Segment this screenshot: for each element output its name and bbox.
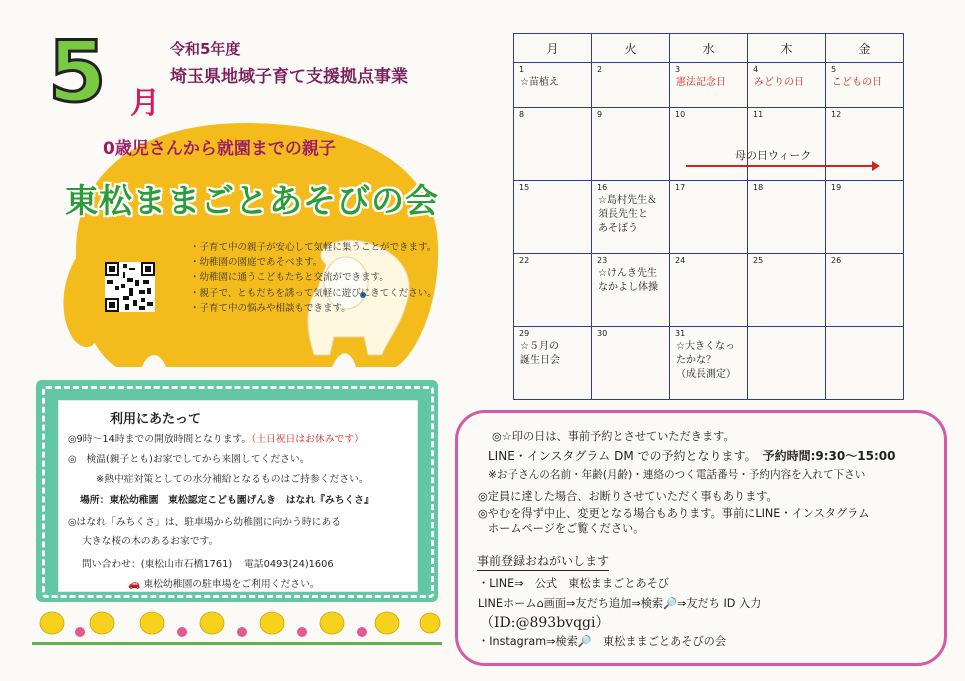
calendar-week-row — [514, 108, 904, 181]
day-number: 5 — [831, 65, 837, 74]
day-event — [514, 192, 591, 194]
usage-contact-address: 問い合わせ：(東松山市石橋1761) — [82, 559, 233, 570]
day-number: 1 — [519, 65, 525, 74]
calendar-day-cell — [514, 63, 592, 108]
qr-code[interactable] — [105, 262, 155, 312]
usage-place: 場所：東松幼稚園 東松認定こども園げんき はなれ『みちくさ』 — [80, 495, 374, 506]
calendar-day-cell — [670, 63, 748, 108]
calendar-day-cell — [748, 181, 826, 254]
day-number: 18 — [753, 183, 764, 192]
day-event — [826, 265, 903, 267]
calendar-day-cell — [514, 327, 592, 400]
registration-title: 事前登録おねがいします — [477, 552, 609, 571]
calendar-day-cell — [592, 254, 670, 327]
calendar-week-row — [514, 63, 904, 108]
day-event — [592, 338, 669, 340]
day-event — [592, 74, 669, 76]
calendar-day-cell — [748, 108, 826, 181]
calendar-day-cell — [826, 181, 904, 254]
mothers-day-week-arrow-line — [686, 165, 876, 167]
day-event: こどもの日 — [832, 77, 882, 88]
calendar-day-cell — [592, 327, 670, 400]
usage-contact-phone: 電話0493(24)1606 — [244, 559, 334, 570]
usage-hours: ◎9時～14時までの開放時間となります。（土日祝日はお休みです） — [68, 434, 364, 445]
list-item: ・幼稚園に通うこどもたちと交流ができます。 — [190, 272, 389, 284]
calendar-day-cell — [748, 63, 826, 108]
day-event — [826, 119, 903, 121]
day-number: 12 — [831, 110, 842, 119]
day-event — [592, 119, 669, 121]
weekday-header: 水 — [670, 34, 748, 63]
fiscal-year: 令和5年度 — [170, 40, 241, 58]
mothers-day-week-label: 母の日ウィーク — [735, 149, 812, 162]
calendar-day-cell — [514, 181, 592, 254]
day-number: 30 — [597, 329, 608, 338]
calendar-day-cell — [514, 108, 592, 181]
day-number: 11 — [753, 110, 764, 119]
reservation-line-1: ◎☆印の日は、事前予約とさせていただきます。 — [492, 430, 735, 443]
weekday-header: 木 — [748, 34, 826, 63]
calendar-day-cell — [670, 327, 748, 400]
day-number: 3 — [675, 65, 681, 74]
program-name: 埼玉県地域子育て支援拠点事業 — [170, 67, 408, 87]
reservation-line-6: ホームページをご覧ください。 — [488, 522, 645, 535]
reservation-line-3: ※お子さんの名前・年齢(月齢)・連絡のつく電話番号・予約内容を入れて下さい — [488, 469, 866, 481]
calendar-day-cell — [826, 108, 904, 181]
day-event — [748, 329, 825, 331]
calendar-day-cell — [826, 63, 904, 108]
usage-hanare-1: ◎はなれ「みちくさ」は、駐車場から幼稚園に向かう時にある — [68, 517, 342, 528]
target-audience: 0歳児さんから就園までの親子 — [103, 139, 336, 159]
list-item: ・子育て中の親子が安心して気軽に集うことができます。 — [190, 242, 437, 253]
day-number: 31 — [675, 329, 686, 338]
reservation-line-2: LINE・インスタグラム DM での予約となります。 予約時間:9:30～15:00 — [488, 449, 896, 463]
day-number: 26 — [831, 256, 842, 265]
arrow-right-icon — [872, 161, 880, 171]
list-item: ・子育て中の悩みや相談もできます。 — [190, 302, 351, 314]
day-event: 憲法記念日 — [676, 77, 726, 88]
line-id[interactable]: （ID:@893bvqgi） — [480, 615, 610, 631]
list-item: ・幼稚園の園庭であそべます。 — [190, 257, 323, 269]
calendar-day-cell — [670, 108, 748, 181]
day-number: 23 — [597, 256, 608, 265]
day-event: ☆大きくなっ たかな？ （成長測定） — [676, 341, 736, 380]
day-event — [748, 192, 825, 194]
calendar-day-cell — [592, 181, 670, 254]
calendar-body — [514, 63, 904, 400]
weekday-header: 火 — [592, 34, 670, 63]
day-event — [670, 265, 747, 267]
day-event: ☆苗植え — [520, 77, 559, 88]
day-number: 25 — [753, 256, 764, 265]
day-number: 24 — [675, 256, 686, 265]
closed-days-note: （土日祝日はお休みです） — [251, 434, 364, 445]
calendar-day-cell — [826, 254, 904, 327]
usage-hanare-2: 大きな桜の木のあるお家です。 — [82, 536, 219, 547]
list-item: ・親子で、ともだちを誘って気軽に遊びにきてください。 — [190, 287, 437, 299]
day-number: 16 — [597, 183, 608, 192]
day-number: 29 — [519, 329, 530, 338]
calendar-day-cell — [670, 254, 748, 327]
day-number: 10 — [675, 110, 686, 119]
calendar-day-cell — [514, 254, 592, 327]
reservation-line-4: ◎定員に達した場合、お断りさせていただく事もあります。 — [478, 490, 778, 503]
day-event — [748, 119, 825, 121]
day-number: 2 — [597, 65, 603, 74]
calendar-day-cell — [670, 181, 748, 254]
calendar-day-cell — [748, 254, 826, 327]
calendar-week-row — [514, 181, 904, 254]
usage-temperature: ◎ 検温(親子とも)お家でしてから来園してください。 — [68, 454, 310, 465]
usage-title: 利用にあたって — [110, 412, 202, 427]
calendar-day-cell — [748, 327, 826, 400]
instagram-instruction: ・Instagram⇒検索🔎 東松ままごとあそびの会 — [478, 635, 727, 648]
day-number: 9 — [597, 110, 603, 119]
reservation-line-5: ◎やむを得ず中止、変更となる場合もあります。事前にLINE・インスタグラム — [478, 507, 870, 520]
day-event: ☆５月の 誕生日会 — [520, 341, 560, 366]
day-number: 22 — [519, 256, 530, 265]
calendar-day-cell — [826, 327, 904, 400]
day-number: 15 — [519, 183, 530, 192]
day-number: 17 — [675, 183, 686, 192]
usage-water: ※熱中症対策としての水分補給となるものはご持参ください。 — [96, 474, 369, 485]
main-title: 東松ままごとあそびの会 — [65, 181, 439, 220]
line-instruction-steps: LINEホーム⌂画面⇒友だち追加⇒検索🔎⇒友だち ID 入力 — [478, 597, 762, 610]
calendar-day-cell — [592, 108, 670, 181]
month-kanji: 月 — [130, 86, 160, 121]
day-event: ☆島村先生＆ 須長先生と あそぼう — [598, 195, 657, 234]
usage-parking: 🚗 東松幼稚園の駐車場をご利用ください。 — [128, 579, 320, 590]
weekday-header: 金 — [826, 34, 904, 63]
calendar-week-row — [514, 327, 904, 400]
day-event: ☆けんき先生 なかよし体操 — [598, 268, 658, 293]
day-number: 8 — [519, 110, 525, 119]
calendar-day-cell — [592, 63, 670, 108]
intro-bullets — [190, 240, 437, 316]
weekday-header: 月 — [514, 34, 592, 63]
day-event — [670, 119, 747, 121]
day-event — [748, 265, 825, 267]
day-number: 19 — [831, 183, 842, 192]
day-event — [826, 192, 903, 194]
month-number: 5 — [48, 23, 107, 121]
car-icon: 🚗 — [128, 579, 141, 590]
chick-border — [32, 598, 442, 648]
line-instruction: ・LINE⇒ 公式 東松ままごとあそび — [478, 577, 669, 590]
day-event — [514, 265, 591, 267]
may-calendar — [513, 33, 904, 400]
day-event: みどりの日 — [754, 77, 804, 88]
day-event — [514, 119, 591, 121]
day-event — [826, 329, 903, 331]
day-event — [670, 192, 747, 194]
calendar-week-row — [514, 254, 904, 327]
day-number: 4 — [753, 65, 759, 74]
